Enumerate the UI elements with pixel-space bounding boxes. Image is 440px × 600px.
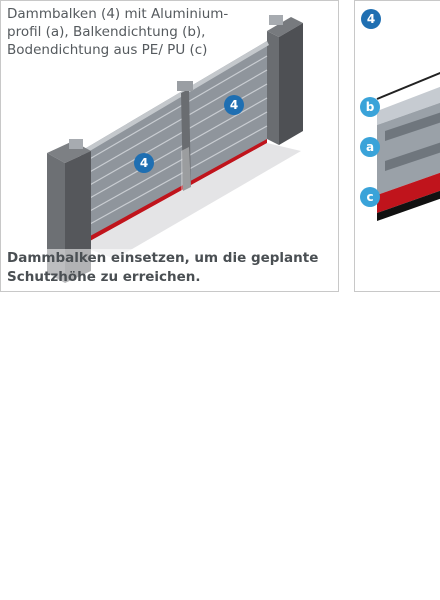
caption-components: Dammbalken (4) mit Aluminium-profil (a), Balkendichtung (b), Bodendichtung aus PE/ PU (c) xyxy=(7,6,229,58)
caption-instruction: Dammbalken einsetzen, um die geplante Schutzhöhe zu erreichen. xyxy=(7,249,327,287)
post-clamp-icon xyxy=(177,81,193,91)
left-clamp-icon xyxy=(69,139,83,149)
right-pillar-front xyxy=(267,31,279,145)
illustration-panel-detail xyxy=(354,0,440,292)
detail-number-badge: 4 xyxy=(361,9,381,29)
label-c-badge: c xyxy=(360,187,380,207)
right-clamp-icon xyxy=(269,15,283,25)
beam-number-badge: 4 xyxy=(224,95,244,115)
beam-number-badge: 4 xyxy=(134,153,154,173)
right-pillar-side xyxy=(279,23,303,145)
illustration-panel-main xyxy=(0,0,339,292)
label-b-badge: b xyxy=(360,97,380,117)
label-a-badge: a xyxy=(360,137,380,157)
